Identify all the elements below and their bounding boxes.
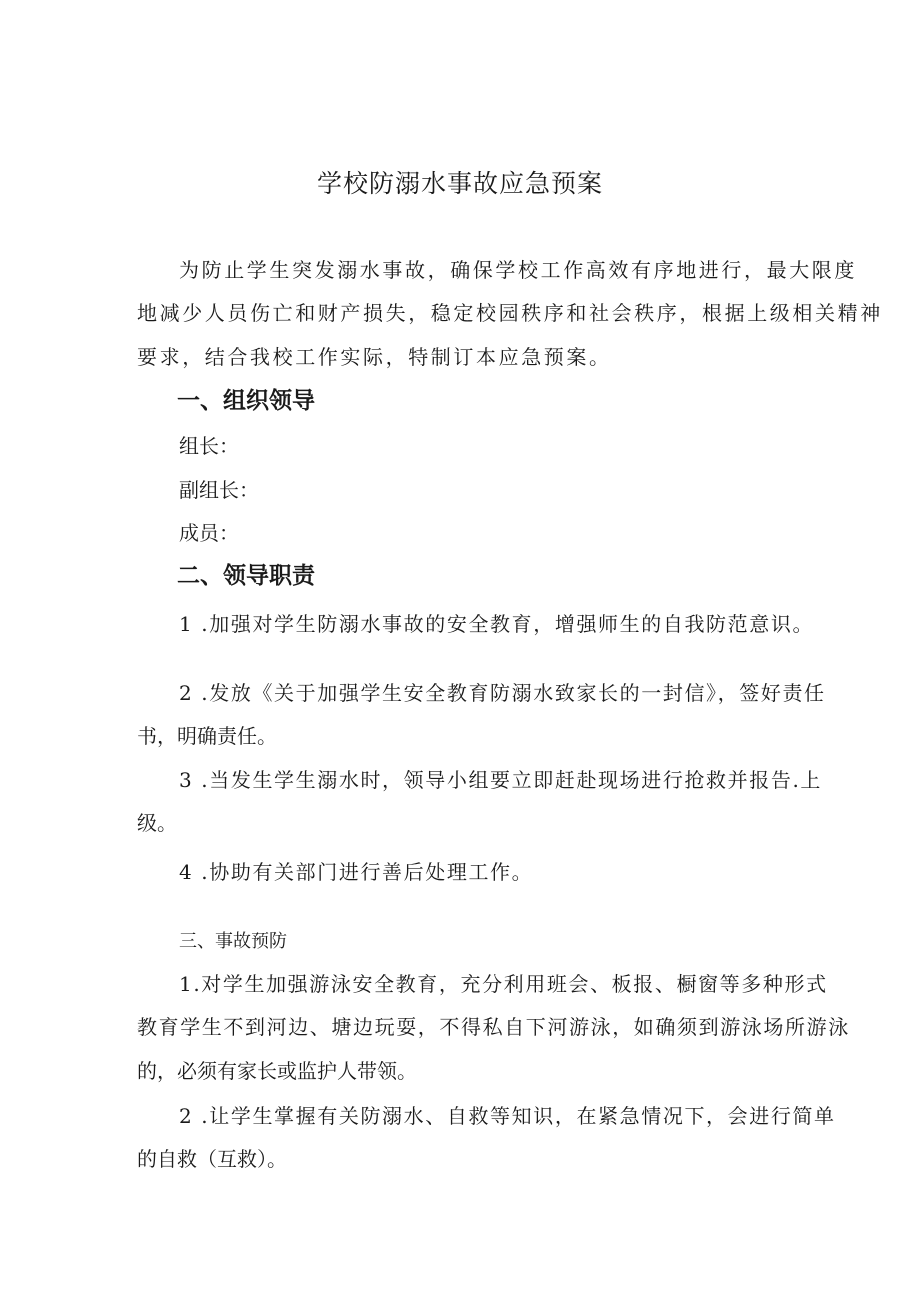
section-1-heading: 一、组织领导	[177, 388, 315, 414]
prevention-item-2-line-1: 2 .让学生掌握有关防溺水、自救等知识，在紧急情况下，会进行简单	[179, 1104, 836, 1128]
document-title: 学校防溺水事故应急预案	[316, 169, 603, 198]
prevention-item-2-line-2: 的自救（互救）。	[137, 1147, 287, 1171]
duty-item-1: 1 .加强对学生防溺水事故的安全教育，增强师生的自我防范意识。	[179, 612, 815, 636]
section-2-heading: 二、领导职责	[177, 563, 315, 589]
intro-line-2: 地减少人员伤亡和财产损失，稳定校园秩序和社会秩序，根据上级相关精神	[137, 301, 883, 325]
intro-line-3: 要求，结合我校工作实际，特制订本应急预案。	[137, 345, 612, 369]
duty-item-4: 4 .协助有关部门进行善后处理工作。	[179, 860, 534, 884]
duty-item-3-line-1: 3 .当发生学生溺水时，领导小组要立即赶赴现场进行抢救并报告.上	[179, 768, 822, 792]
duty-item-2-line-1: 2 .发放《关于加强学生安全教育防溺水致家长的一封信》，签好责任	[179, 681, 826, 705]
members-label: 成员：	[179, 521, 239, 545]
duty-item-2-line-2: 书，明确责任。	[137, 724, 277, 748]
prevention-item-1-line-3: 的，必须有家长或监护人带领。	[137, 1059, 417, 1083]
section-3-heading: 三、事故预防	[179, 931, 287, 952]
duty-item-3-line-2: 级。	[137, 811, 177, 835]
prevention-item-1-line-1: 1.对学生加强游泳安全教育，充分利用班会、板报、橱窗等多种形式	[179, 972, 828, 996]
deputy-leader-label: 副组长：	[179, 478, 259, 502]
leader-label: 组长：	[179, 434, 239, 458]
intro-line-1: 为防止学生突发溺水事故，确保学校工作高效有序地进行，最大限度	[179, 258, 857, 282]
prevention-item-1-line-2: 教育学生不到河边、塘边玩耍，不得私自下河游泳，如确须到游泳场所游泳	[137, 1015, 850, 1039]
